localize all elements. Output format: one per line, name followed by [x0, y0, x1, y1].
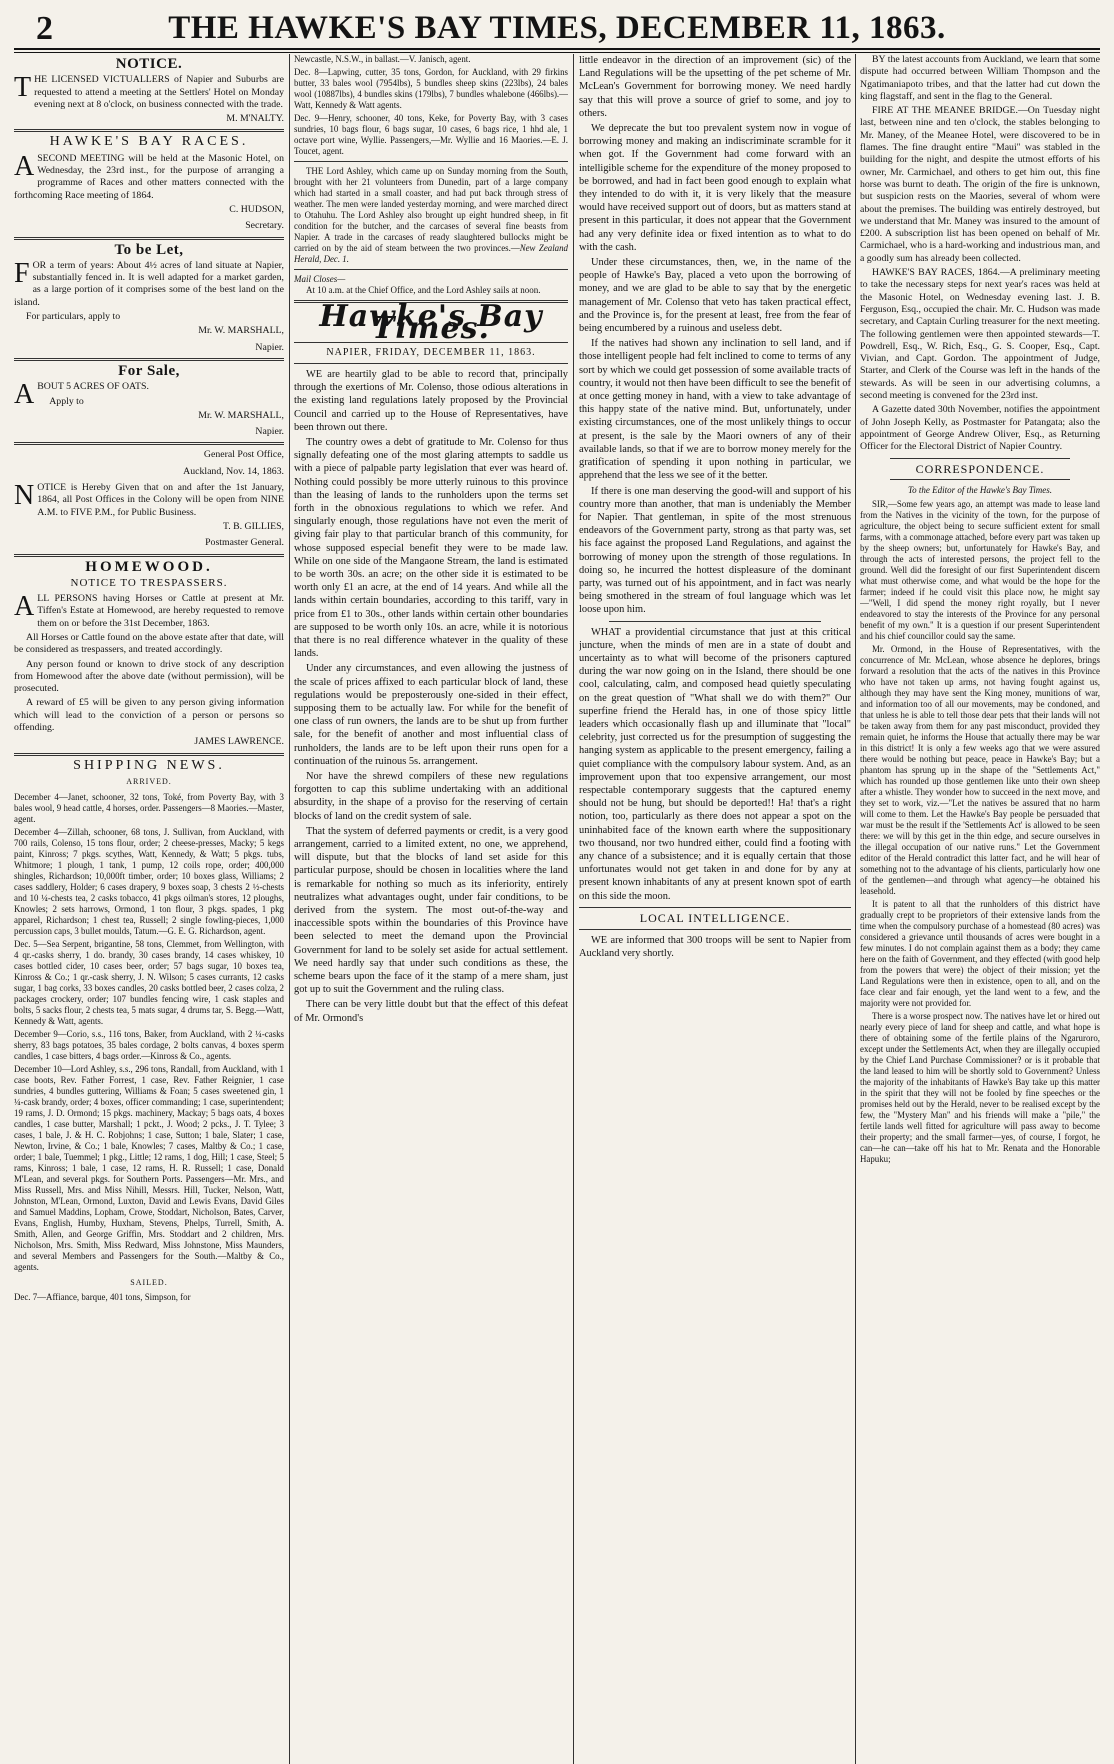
separator: [14, 129, 284, 132]
column-divider: [855, 54, 856, 1764]
editorial-paragraph: The country owes a debt of gratitude to Mr. Colenso for thus signally defeating one of the most glaring attempts to saddle us with a piece of palpable party legislation that ever was heard of. Nothing could possibly be more utterly ruinous to this province than the leasing of lands to the runholders upon the terms set forth in the obnoxious regulations to which we refer. And singularly enough, those regulations have not even the merit of giving fair play to that particular branch of this community, for whose supposed especial benefit they were to be made law. While on one side of the Mangaone Stream, the land is estimated to be worth 30s. an acre; on the other side it is estimated to be worth only £1 an acre, at the end of 14 years. And while all the lands within certain boundaries, according to this tariff, vary in price from £1 to 30s., other lands within certain other boundaries are supposed to be worth only 10s. an acre, while it is notorious that there is no real difference whatever in the quality of these lands.: [294, 436, 568, 660]
sale-heading: For Sale,: [118, 362, 180, 379]
sale-signature: Mr. W. MARSHALL,: [198, 409, 284, 421]
editorial-paragraph: We deprecate the but too prevalent system now in vogue of borrowing money and making an indiscriminate scramble for it when got. If the Government had come forward with an intelligible scheme for the expenditure of the money proposed to be borrowed, and had in fact been good enough to explain what they intended to do with it, it is very likely that the measure would have received support out of doors, but as matters stand at present in this particular, it does not appear that the Government had any very definite idea or fixed intention as to what to do with the cash.: [579, 123, 851, 253]
correspondence-heading: CORRESPONDENCE.: [915, 461, 1045, 476]
homewood-body-4: A reward of £5 will be given to any person giving information which will lead to the conviction of a person or persons so offending.: [14, 697, 284, 734]
homewood-signature: JAMES LAWRENCE.: [194, 736, 284, 748]
editorial-paragraph: There can be very little doubt but that the effect of this defeat of Mr. Ormond's: [294, 999, 568, 1024]
sailed-label: SAILED.: [130, 1278, 168, 1288]
sale-body: ABOUT 5 ACRES OF OATS.: [14, 379, 149, 411]
notice-signature: M. M'NALTY.: [226, 113, 284, 125]
homewood-body-1: ALL PERSONS having Horses or Cattle at present at Mr. Tiffen's Estate at Homewood, are hereby requested to remove them on or before the 31st December, 1863.: [14, 591, 284, 629]
homewood-heading: HOMEWOOD.: [85, 558, 213, 575]
let-signature: Mr. W. MARSHALL,: [198, 325, 284, 337]
separator: [14, 753, 284, 756]
shipping-entry: December 4—Janet, schooner, 32 tons, Toké, from Poverty Bay, with 3 bales wool, 9 head cattle, 4 horses, order. Passengers—8 Maories.—Master, agent.: [14, 792, 284, 825]
news-paragraph: HAWKE'S BAY RACES, 1864.—A preliminary meeting to take the necessary steps for next year's races was held at the Masonic Hotel, on Wednesday evening last. J. B. Ferguson, Esq., occupied the chair. Mr. C. Hudson was made secretary, and Captain Curling treasurer for the next meeting. The following gentlemen were then appointed stewards—T. Powdrell, Esq., W. Rich, Esq., G. S. Cooper, Esq., Capt. Vivian, and Capt. Gordon. The appointment of Judge, Starter, and Clerk of the Course was left in the hands of the stewards. As will be seen in our advertising columns, a second meeting is convened for the 23rd inst.: [860, 267, 1100, 402]
local-paragraph: WE are informed that 300 troops will be sent to Napier from Auckland very shortly.: [579, 935, 851, 960]
page-number: 2: [36, 10, 53, 47]
races-signature: C. HUDSON,: [229, 203, 284, 215]
let-signature-place: Napier.: [255, 341, 284, 353]
editorial-paragraph: WHAT a providential circumstance that just at this critical juncture, when the minds of men are in a state of doubt and uncertainty as to what will become of the prisoners captured during the war now going on in the Island, there should be one cool, calculating, calm, and composed head quietly speculating on the great question of "What shall we do with them?" Our superfine friend the Herald has, in one of those spicy little leaders which occasionally flash up and illuminate that "local" celebrity, just corrected us for the presumption of suggesting the hanging system as applicable to the present emergency, failing a quiet compliance with the compulsory labour system. And, as an improvement upon that too expensive arrangement, our most respectable contemporary suggests that the captured enemy should not be hung, but should be deported!! Ha! that's a right notion, too, particularly as there does not appear a spot on the uninhabited face of the known earth where the suppositionary two thousand, nor two hundred either, could find a footing with any chance of a subsistence; and it is equally certain that those unfortunates would not get taken in and done for by any at present known inhabitants of any at present known spot of earth on this side the moon.: [579, 626, 851, 902]
column-3: [579, 54, 851, 1764]
editorial-paragraph: Nor have the shrewd compilers of these new regulations forgotten to cap this sublime undertaking with an additional absurdity, in the shape of a proviso for the reserving of certain blocks of land on the credit system of sale.: [294, 770, 568, 822]
notice-heading: NOTICE.: [115, 56, 183, 72]
editorial-paragraph: If there is one man deserving the good-will and support of his country more than another, that man is undeniably the Member for Napier. That gentleman, in spite of the most strenuous endeavors of the Government party, strong as that party was, set his face against the proposed Land Regulations, and against the borrowing of money upon the strength of those regulations. In doing so, he incurred the hottest displeasure of the dominant party, was turned out of his appointment, and in fact was nearly being smothered in the stream of foul language which was let loose upon him.: [579, 485, 851, 616]
separator: [14, 554, 284, 557]
editorial-paragraph: Under any circumstances, and even allowing the justness of the scale of prices affixed to each particular block of land, these regulations would be preposterously one-sided in their effect, supposing them to be actually law. For while for the benefit of one class of run owners, the lands are to be shut up from further sale, for the benefit of another and most influential class of runholders, the lands are to be left upon their runs open for a continuation of the ruinous 5s. arrangement.: [294, 663, 568, 767]
separator: [14, 358, 284, 361]
mail-label: Mail Closes—: [294, 274, 346, 284]
races-body: ASECOND MEETING will be held at the Masonic Hotel, on Wednesday, the 23rd inst., for the purpose of arranging a programme of Races and other matters connected with the forthcoming Race meeting of 1864.: [14, 150, 284, 201]
shipping-entry: Dec. 9—Henry, schooner, 40 tons, Keke, for Poverty Bay, with 3 cases sundries, 10 bags flour, 6 bags sugar, 10 cases, 6 bags rice, 1 hhd ale, 1 octave port wine, Wyllie. Passengers,—Mr. Wyllie and 16 Maories.—E. J. Toucet, agent.: [294, 113, 568, 156]
editorial-paragraph: little endeavor in the direction of an improvement (sic) of the Land Regulations will be the upsetting of the pet scheme of Mr. McLean's Government for borrowing money. We need hardly say that this will prove a source of grief to some, and joy to others.: [579, 55, 851, 119]
correspondence-address: To the Editor of the Hawke's Bay Times.: [907, 484, 1053, 495]
editorial-paragraph: Under these circumstances, then, we, in the name of the people of Hawke's Bay, placed a veto upon the borrowing of money, and we are glad to be able to say that by the energetic management of Mr. Colenso that veto has taken practical effect, and the Province is, for the present at least, free from the fear of being encumbered by a ruinous and useless debt.: [579, 257, 851, 335]
post-office-signature-title: Postmaster General.: [205, 537, 284, 549]
letter-paragraph: Mr. Ormond, in the House of Representatives, with the concurrence of Mr. McLean, whose absence he deplores, brings forward a resolution that the acts of the natives in this Province who have not taken up arms, not having fought against us, although they may have sent the King money, munitions of war, and information too of all our movements, may be condoned, and that unless he is able to tell those dear pets that their lands will not be taken away from them for any past misconduct, provided they remain quiet, he informs the House that actually there may be war in this district! It is only a few weeks ago that we were assured there would be nothing but peace, peace in Hawke's Bay; but a phantom has sprung up in the shape of the "Settlements Act," which has rounded up those gentlemen like unto their own sheep after a whistle. They wonder how to succeed in the next move, and they set to work, viz.—"Let the natives be assured that no harm will come to them. Let the Hawke's Bay people be persuaded that war must be the result if the 'Settlements Act' is allowed to be seen there: we will by this get in the thin edge, and secure ourselves in the illegal occupation of our native runs." Let the Government editor of the Herald contradict this latter fact, and he will hear of something not to the advantage of his clients, particularly how one of the gentlemen—and through what agency—he obtained his leasehold.: [860, 644, 1100, 897]
separator: [294, 161, 568, 162]
let-apply: For particulars, apply to: [26, 311, 121, 323]
notice-body: THE LICENSED VICTUALLERS of Napier and Suburbs are requested to attend a meeting at the Settlers' Hotel on Monday evening next at 8 o'clock, on business connected with the trade.: [14, 72, 284, 110]
separator: [579, 929, 851, 930]
separator: [609, 621, 821, 622]
post-office-signature: T. B. GILLIES,: [222, 520, 284, 532]
post-office-place: Auckland, Nov. 14, 1863.: [183, 465, 284, 477]
let-heading: To be Let,: [114, 241, 184, 258]
editorial-paragraph: If the natives had shown any inclination to sell land, and if those intelligent people had felt inclined to come to terms of any sort by which we could get possession of some available tracts of country, it would not then have been difficult to see the benefit of at once getting money in hand, with a view to take advantage of this happy state of the native mind. But, unfortunately, under existing circumstances, one of the most unlikely things to occur at present, is the sale by the Maori owners of any of their available lands, so that if we are to borrow money merely for the gratification of spending it upon nothing in particular, we apprehend that the less we see of it the better.: [579, 338, 851, 482]
news-paragraph: A Gazette dated 30th November, notifies the appointment of John Joseph Kelly, as Postmaster for Patangata; also the appointment of George Andrew Oliver, Esq., as Returning Officer for the Electoral District of Napier Country.: [860, 404, 1100, 453]
column-1: [14, 54, 284, 1764]
sale-apply: Apply to: [49, 395, 84, 407]
homewood-body-2: All Horses or Cattle found on the above estate after that date, will be considered as trespassers, and treated accordingly.: [14, 631, 284, 656]
shipping-entry: December 9—Corio, s.s., 116 tons, Baker, from Auckland, with 2 ¼-casks sherry, 83 bags potatoes, 35 bales cordage, 2 bolts canvas, 4 boxes sperm candles, 1 case bitters, 4 bags order.—Kinross & Co., agents.: [14, 1029, 284, 1062]
separator: [294, 363, 568, 364]
separator: [890, 458, 1070, 459]
homewood-subheading: NOTICE TO TRESPASSERS.: [70, 576, 228, 589]
column-4: [860, 54, 1100, 1764]
columns: [14, 54, 1100, 1764]
post-office-body: NOTICE is Hereby Given that on and after the 1st January, 1864, all Post Offices in the Colony will be open from NINE A.M. to FIVE P.M., for Public Business.: [14, 480, 284, 518]
races-signature-title: Secretary.: [245, 220, 284, 232]
arrived-label: ARRIVED.: [126, 776, 172, 786]
shipping-heading: SHIPPING NEWS.: [73, 757, 225, 773]
masthead: [14, 8, 1100, 50]
shipping-entry: Dec. 5—Sea Serpent, brigantine, 58 tons, Clemmet, from Wellington, with 4 qr.-casks sherry, 1 do. brandy, 30 cases brandy, 14 cases whiskey, 10 cases bottled cider, 10 cases beer, order; 57 bags sugar, 10 boxes tea, Kinross & Co.; 1 qr.-cask sherry, J. N. Wilson; 5 cases currants, 12 casks sugar, 1 bag corks, 33 boxes candles, 20 casks bottled beer, 2 cases colza, 2 packages crockery, order; 107 bundles fencing wire, 1 cask staples and bolts, 5 sacks flour, 2 chests tea, 5 mats sugar, 4 drums tar, S. Begg.—Watt, Kennedy & Watt, agents.: [14, 939, 284, 1027]
editorial-dateline: NAPIER, FRIDAY, DECEMBER 11, 1863.: [326, 346, 536, 358]
letter-paragraph: It is patent to all that the runholders of this district have gradually crept to be proprietors of their extensive lands from the time when the compulsory purchase of a homestead (80 acres) was considered a grievance until thousands of acres were bought in a few minutes. I do not complain against them as a body; they came here on the faith of Government, and they effected (with good help from the powers that were) the object of their mission; yet the Land Regulations were then in existence, open to all, and on the face clear and fair enough, yet the land went to a few, and the majority were not provided for.: [860, 899, 1100, 1009]
letter-paragraph: There is a worse prospect now. The natives have let or hired out nearly every piece of land for sheep and cattle, and what hope is there of obtaining some of the fertile plains of the Ngaruroro, except under the Settlements Act, when they are illegally occupied by the Chief Land Purchase Commissioner? or is it probable that the land leased to him will be shortly sold to Government? Unless the majority of the inhabitants of Hawke's Bay take up this matter in the spirit that they will not be fooled by fine speeches or the promises held out by the Herald, never to be realised except by the few, the "Mystery Man" and his friends will make a "pile," the fertile lands well fitted for agriculture will pass away to become their property; and the small farmer—yes, of course, I forgot, he can—he can—take off his hat to Mr. Renata and the Honorable Hapuku;: [860, 1011, 1100, 1165]
lord-ashley-paragraph: THE Lord Ashley, which came up on Sunday morning from the South, brought with her 21 volunteers from Dunedin, part of a large company which had started in a small coaster, and had put back through stress of weather. The men were landed yesterday morning, and were marched direct to Otahuhu. The Lord Ashley also brought up eight hundred sheep, in fit condition for the butcher, and the carcases of several fine beasts from Napier. A trade in the carcases of ready slaughtered bullocks might be carried on by the aid of steam between the two provinces.—New Zealand Herald, Dec. 1.: [294, 166, 568, 264]
separator: [14, 237, 284, 240]
news-paragraph: FIRE AT THE MEANEE BRIDGE.—On Tuesday night last, between nine and ten o'clock, the stables belonging to Mr. Maney, of the Meanee Hotel, were discovered to be in flames. The fine draught entire "Maui" was stabled in the building for the night, and despite the utmost efforts of his owner, Mr. Carmichael, and others to get him out, this fine horse was burnt to death. The origin of the fire is unknown, but suspicion rests on the Maories, several of whom were about the premises. The building was entirely destroyed, but we understand that Mr. Maney was insured to the amount of £200. A subscription list has been opened on behalf of Mr. Carmichael, who is a hard-working and industrious man, and a goodly sum has already been collected.: [860, 105, 1100, 264]
shipping-entry: December 4—Zillah, schooner, 68 tons, J. Sullivan, from Auckland, with 700 rails, Colenso, 15 tons flour, order; 2 cheese-presses, Macky; 5 kegs paint, Kinross; 7 pkgs. scythes, Watt, Kennedy, & Watt; 5 pkgs. tubs, Whitmore; 1 plough, 1 tank, 1 pump, 12 coils rope, order; 400,000 shingles, Richardson; 10,000ft timber, order; 10 boxes glass, Williams; 2 cases saddlery, Holder; 6 cases drapery, 9 boxes soap, 3 chests 2 ½-chests and 10 ¼-chests tea, 2 casks tobacco, 41 pkgs oilman's stores, 12 ploughs, Knowles; 2 sets harrows, Ormond, 1 ton flour, 3 pkgs. spades, 1 pkg apparel, Richardson; 1 chest tea, Russell; 2 single fowling-pieces, 1,000 percussion caps, 3 bullet moulds, Tatum.—G. E. G. Richardson, agent.: [14, 827, 284, 937]
mail-closes: [294, 274, 568, 296]
separator: [14, 442, 284, 445]
newspaper-title: THE HAWKE'S BAY TIMES, DECEMBER 11, 1863.: [168, 10, 946, 46]
editorial-paragraph: That the system of deferred payments or credit, is a very good arrangement, carried to a limited extent, no one, we apprehend, will dispute, but that the blocks of land set aside for this particular purpose, should be chosen in localities where the land is remarkable for nothing so much as its inferiority, entirely neutralizes what advantages ought, under fair conditions, to be derived from the system. The most out-of-the-way and inaccessible spots within the boundaries of this Province have been selected to meet the demand upon the Provincial Government for land to be solely set aside for actual settlement. We need hardly say that under such conditions as these, the scheme bears upon the face of it the stamp of a mere sham, just got up to suit the Government and the ruling class.: [294, 825, 568, 996]
post-office-name: General Post Office,: [203, 449, 284, 461]
mail-body: At 10 a.m. at the Chief Office, and the Lord Ashley sails at noon.: [306, 285, 541, 295]
shipping-entry-continued: Newcastle, N.S.W., in ballast.—V. Janisch, agent.: [294, 54, 471, 64]
separator: [294, 269, 568, 270]
separator: [890, 479, 1070, 480]
news-paragraph: BY the latest accounts from Auckland, we learn that some dispute had occurred between William Thompson and the Ngatimaniapoto tribes, and that the latter had cut down the king flagstaff, and sent in the flag to the General.: [860, 54, 1100, 102]
shipping-entry: Dec. 8—Lapwing, cutter, 35 tons, Gordon, for Auckland, with 29 firkins butter, 33 bales wool (7954lbs), 5 bundles sheep skins (223lbs), 24 bales wool (10887lbs), 4 bundles skins (179lbs), 7 bundles whalebone (466lbs).—Watt, Kennedy & Watt agents.: [294, 67, 568, 110]
let-body: FOR a term of years: About 4½ acres of land situate at Napier, substantially fenced in. It is well adapted for a market garden, as a large portion of it comprises some of the best land on the island.: [14, 257, 284, 308]
races-heading: HAWKE'S BAY RACES.: [49, 134, 249, 150]
shipping-entry: Dec. 7—Affiance, barque, 401 tons, Simpson, for: [14, 1292, 191, 1303]
local-intelligence-heading: LOCAL INTELLIGENCE.: [639, 910, 791, 925]
homewood-body-3: Any person found or known to drive stock of any description from Homewood after the above date (without permission), will be prosecuted.: [14, 658, 284, 695]
sale-signature-place: Napier.: [255, 426, 284, 438]
letter-paragraph: SIR,—Some few years ago, an attempt was made to lease land from the Natives in the vicinity of the town, for the purpose of agriculture, the object being to secure sufficient extent for small farms, with a commonage attached, before every part was taken up by the sheep owners; but, unfortunately for Hawke's Bay, and through the acts of interested persons, the project fell to the ground. Well did the foresight of our first Superintendent discern what must otherwise come, and what would be the hope for the farmer; indeed if he could visit this place now, he might say—"Well, I did spend the money right royally, but I never endeavored to stay the interests of the Province for any personal benefit of my own." It is a question if our present Superintendent and his chief councillor could say the same.: [860, 499, 1100, 642]
shipping-entry: December 10—Lord Ashley, s.s., 296 tons, Randall, from Auckland, with 1 case boots, Rev. Father Forrest, 1 case, Rev. Father Reignier, 1 case sundries, 4 bundles guttering, Williams & Foan; 5 cases sweetened gin, 1 ¼-cask brandy, order; 4 boxes, officer commanding; 1 case, superintendent; 19 rams, J. D. Ormond; 15 pkgs. machinery, Mackay; 5 bags oats, 4 boxes candles, 1 case butter, Marshall; 1 pckt., J. Wood; 2 pcks., J. T. Tylee; 3 cases, 1 bale, J. & H. C. Robjohns; 1 case, Sutton; 1 bale, Slater; 1 case, Newton, Irvine, & Co.; 1 bale, Knowles; 7 cases, Maltby & Co.; 1 case, order; 1 bale, Tuemmel; 1 pkg., Little; 12 rams, 1 dog, Hill; 1 case, Steel; 5 rams, Kinross; 1 bale, 1 case, 12 rams, H. R. Russell; 1 case, Donald M'Lean, and several pkgs. for Southern Ports. Passengers—Mr. Mrs., and Miss Russell, Mrs. and Miss Nihill, Messrs. Hill, Tucker, Nelson, Watt, Johnston, M'Lean, Ormond, Luxton, David and Lewis Evans, David Giles and Samuel Maddins, Lopham, Crowe, Stoddart, Nicholson, Bates, Carver, Evans, English, Humby, Huxham, Stevens, Phelps, Turrell, Smith, A. Smith, Allen, and George Griffin, Mrs. Stoddart and 2 children, Mrs. Nicholson, Mrs. Smith, Miss Redward, Miss Johnstone, Miss Maunders, and several Members and Passengers for the South.—Maltby & Co., agents.: [14, 1064, 284, 1273]
masthead-rule: [14, 52, 1100, 53]
column-divider: [289, 54, 290, 1764]
editorial-paragraph: WE are heartily glad to be able to record that, principally through the exertions of Mr. Colenso, those odious alterations in the existing land regulations lately proposed by the Provincial Council and carried up to the House of Representatives, have been thrown out there.: [294, 368, 568, 433]
separator: [579, 907, 851, 908]
paper-nameplate: Hawke's Bay Times.: [319, 299, 543, 347]
column-2: [294, 54, 568, 1764]
column-divider: [573, 54, 574, 1764]
